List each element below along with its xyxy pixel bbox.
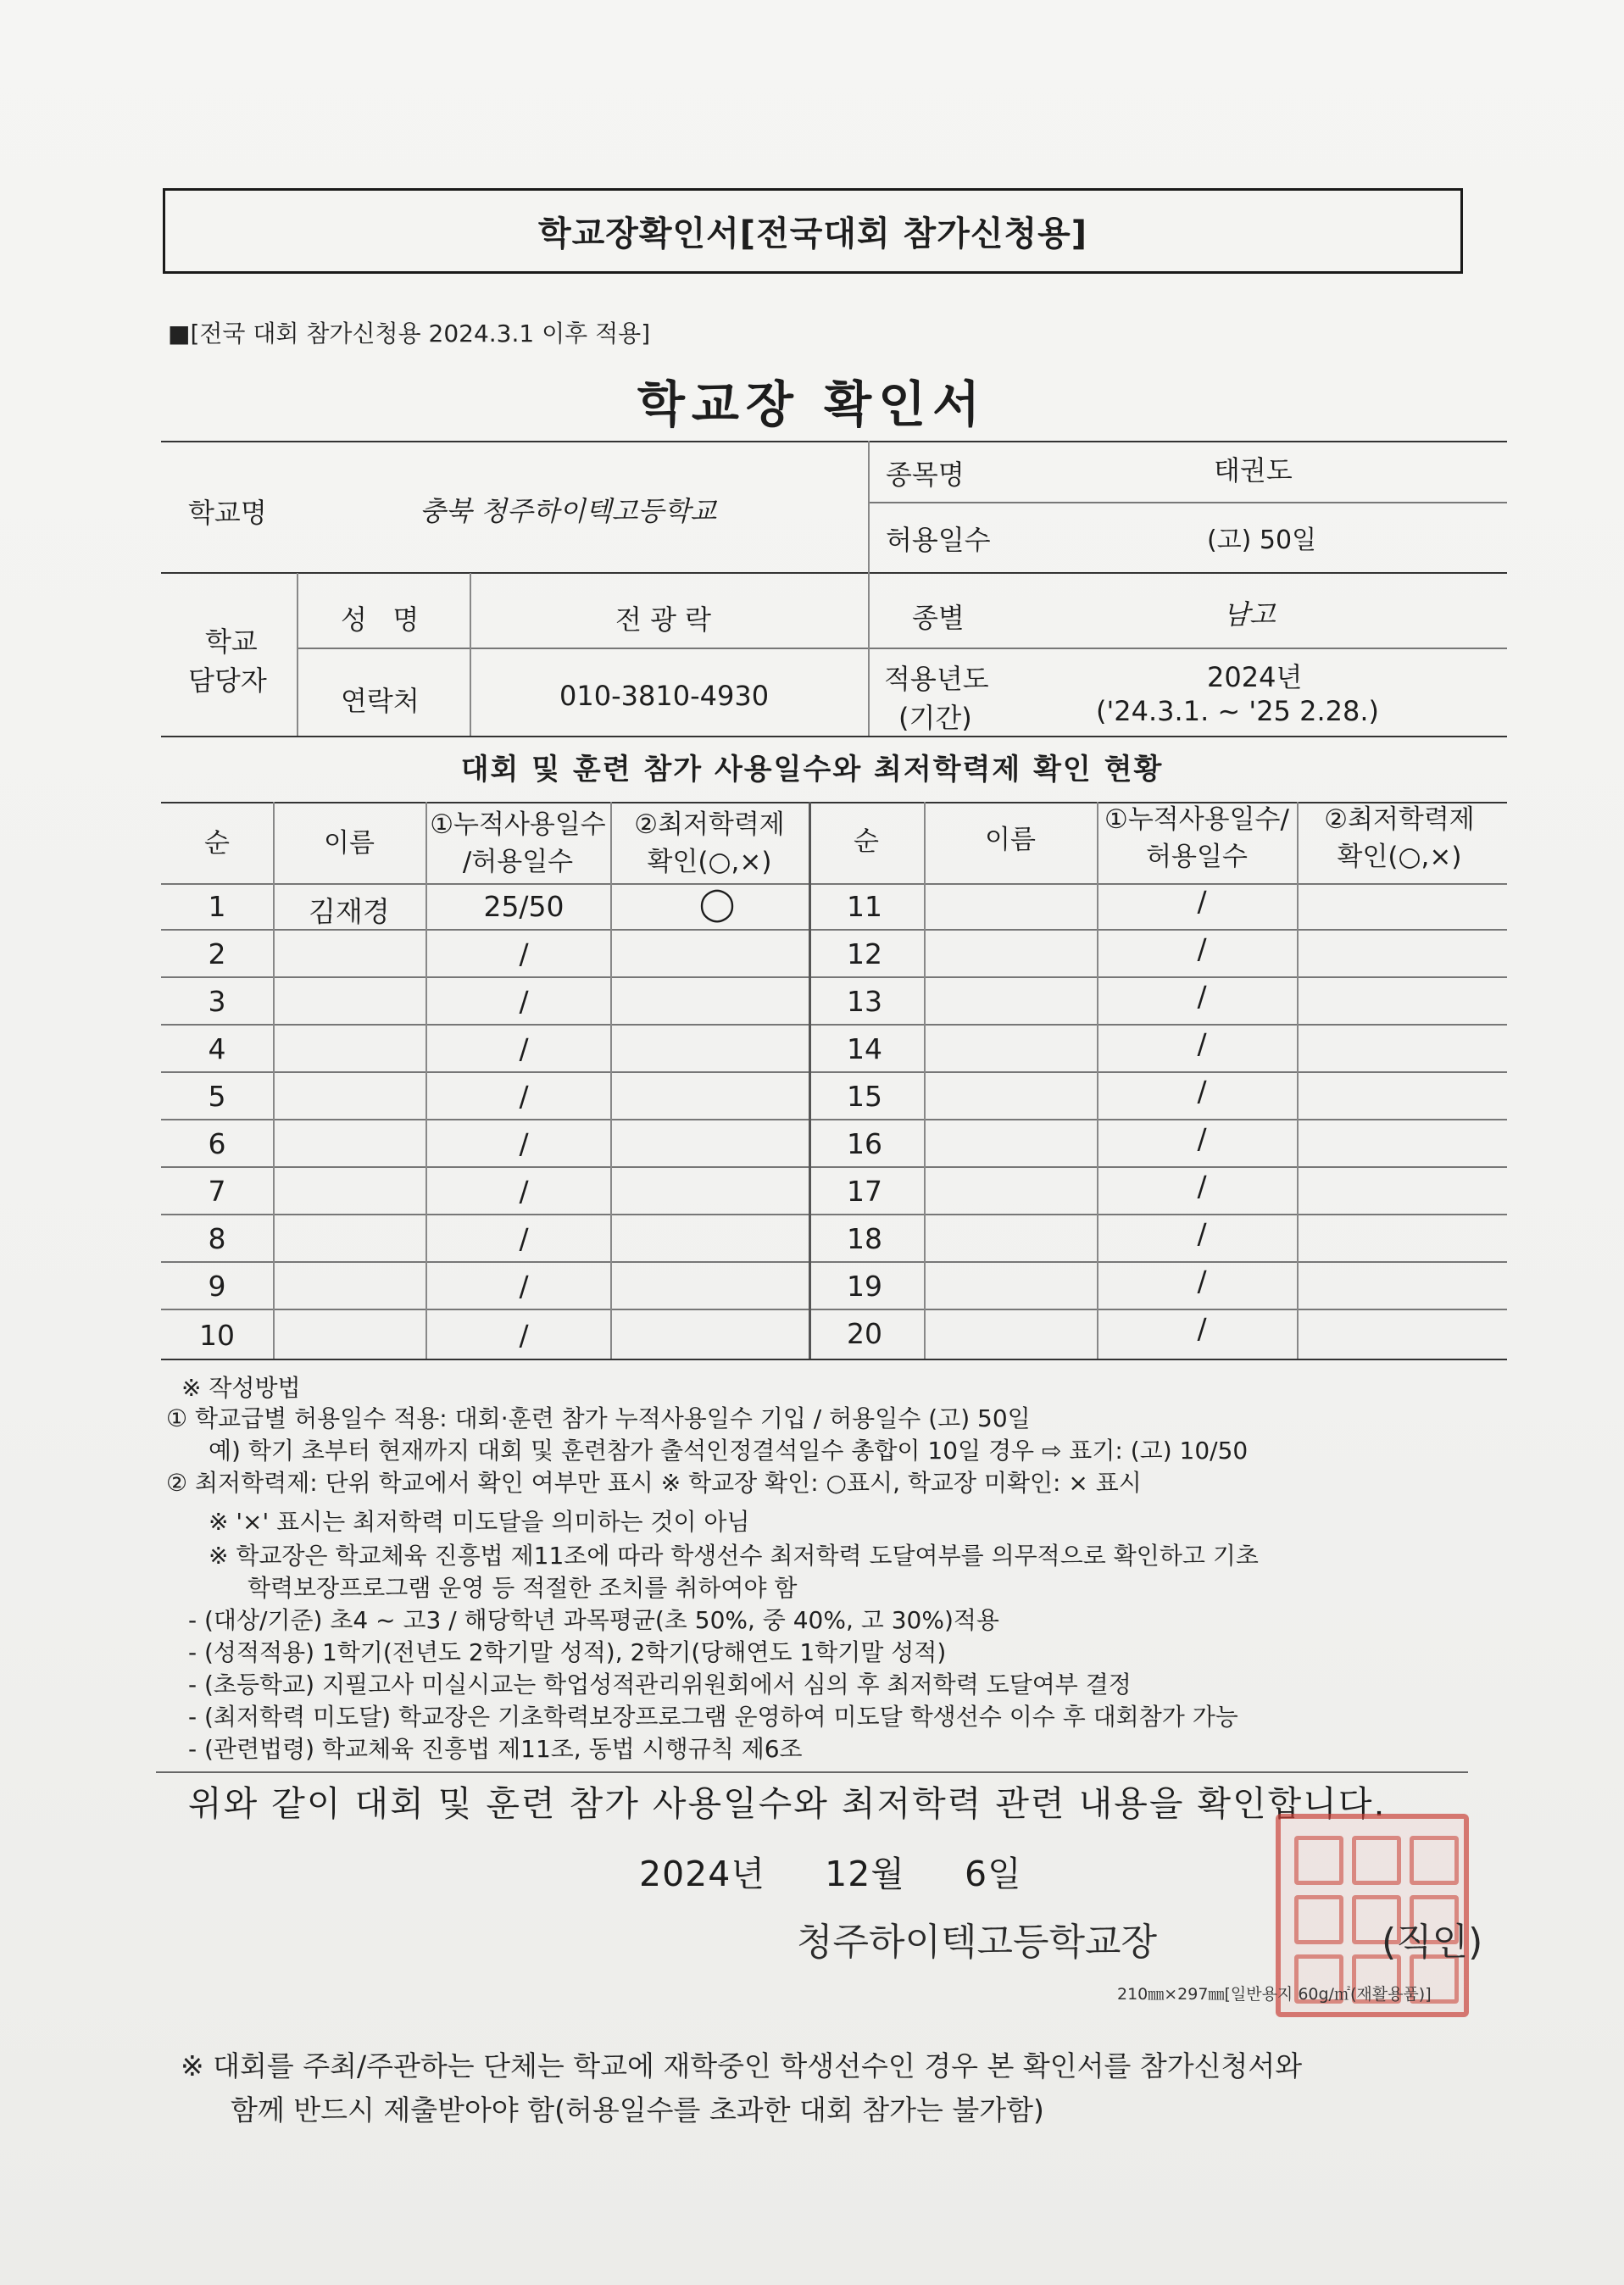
name-value: 전 광 락 <box>615 603 712 636</box>
table-col-divider <box>1297 802 1299 1359</box>
row-days: / <box>1197 1312 1207 1345</box>
row-days: / <box>519 1222 529 1255</box>
row-days: / <box>1197 1170 1207 1203</box>
table-center-divider <box>809 802 811 1359</box>
col-header-name: 이름 <box>324 828 375 859</box>
info-divider <box>868 441 870 736</box>
table-row-rule <box>161 1309 1507 1310</box>
footer-note-2: 함께 반드시 제출받아야 함(허용일수를 초과한 대회 참가는 불가함) <box>231 2093 1044 2127</box>
instruction-item-2: ② 최저학력제: 단위 학교에서 확인 여부만 표시 ※ 학교장 확인: ○표시, 학교장 미확인: × 표시 <box>166 1469 1142 1497</box>
seal-glyph <box>1294 1895 1343 1944</box>
year-label-2: (기간) <box>898 702 972 734</box>
seal-label: (직인) <box>1382 1921 1483 1964</box>
section-title: 대회 및 훈련 참가 사용일수와 최저학력제 확인 현황 <box>460 753 1164 787</box>
row-days: / <box>1197 1075 1207 1108</box>
row-days: / <box>1197 1027 1207 1060</box>
table-col-divider <box>273 802 275 1359</box>
row-days: / <box>519 937 529 970</box>
info-bottom-rule <box>161 736 1507 737</box>
row-days: / <box>519 1032 529 1065</box>
col-header-no-right: 순 <box>854 826 879 857</box>
row-days: / <box>1197 1122 1207 1155</box>
seal-glyph <box>1410 1836 1459 1885</box>
table-header-rule <box>161 883 1507 885</box>
col-header-check-1: ②최저학력제 <box>634 809 785 840</box>
info-rule <box>868 502 1507 503</box>
row-no: 9 <box>208 1270 226 1303</box>
document-title: 학교장 확인서 <box>637 375 987 433</box>
row-no: 12 <box>847 937 882 970</box>
instruction-note-2a: ※ 학교장은 학교체육 진흥법 제11조에 따라 학생선수 최저학력 도달여부를 의무적으로 확인하고 기초 <box>209 1542 1259 1570</box>
row-no: 1 <box>208 890 226 923</box>
info-divider <box>470 573 471 736</box>
instruction-dash-3: - (초등학교) 지필고사 미실시교는 학업성적관리위원회에서 심의 후 최저학력 도달여부 결정 <box>188 1671 1132 1698</box>
col-header-check-2: 확인(○,×) <box>647 847 772 877</box>
row-days: / <box>1197 980 1207 1013</box>
gender-label: 종별 <box>912 602 965 634</box>
year-label-1: 적용년도 <box>884 663 989 695</box>
table-row-rule <box>161 1024 1507 1026</box>
row-no: 2 <box>208 937 226 970</box>
table-top-rule <box>161 802 1507 803</box>
col-header-no: 순 <box>204 828 230 859</box>
row-no: 13 <box>847 985 882 1018</box>
row-days: / <box>519 1270 529 1303</box>
contact-label: 연락처 <box>341 685 420 717</box>
form-title-box: 학교장확인서[전국대회 참가신청용] <box>163 188 1463 274</box>
row-no: 3 <box>208 985 226 1018</box>
col-header-days-right-1: ①누적사용일수/ <box>1104 804 1289 835</box>
row-no: 16 <box>847 1127 882 1160</box>
row-no: 14 <box>847 1032 882 1065</box>
row-no: 10 <box>199 1319 235 1352</box>
row-name: 김재경 <box>309 895 390 928</box>
seal-glyph <box>1352 1836 1401 1885</box>
row-days: / <box>519 1127 529 1160</box>
row-days: / <box>519 985 529 1018</box>
row-days: / <box>519 1175 529 1208</box>
info-divider <box>297 573 298 736</box>
manager-label-1: 학교 <box>205 625 258 658</box>
row-no: 7 <box>208 1175 226 1208</box>
col-header-days-right-2: 허용일수 <box>1146 842 1248 872</box>
table-col-divider <box>425 802 427 1359</box>
row-no: 6 <box>208 1127 226 1160</box>
row-no: 11 <box>847 890 882 923</box>
instruction-note-2b: 학력보장프로그램 운영 등 적절한 조치를 취하여야 함 <box>247 1574 798 1602</box>
info-rule <box>297 648 1507 649</box>
row-no: 15 <box>847 1080 882 1113</box>
row-days: / <box>519 1319 529 1352</box>
table-row-rule <box>161 1119 1507 1120</box>
table-row-rule <box>161 1214 1507 1215</box>
col-header-days-2: /허용일수 <box>462 847 574 877</box>
info-top-rule <box>161 441 1507 442</box>
contact-value: 010-3810-4930 <box>559 680 770 712</box>
scope-note: ■[전국 대회 참가신청용 2024.3.1 이후 적용] <box>168 320 651 347</box>
row-check: ◯ <box>698 885 736 922</box>
table-col-divider <box>924 802 926 1359</box>
table-row-rule <box>161 1261 1507 1263</box>
seal-glyph <box>1294 1836 1343 1885</box>
allowed-days-label: 허용일수 <box>886 524 991 556</box>
manager-label-2: 담당자 <box>188 664 267 697</box>
row-days: / <box>1197 1217 1207 1250</box>
table-col-divider <box>1097 802 1098 1359</box>
row-days: / <box>519 1080 529 1113</box>
gender-value: 남고 <box>1223 598 1276 631</box>
row-no: 5 <box>208 1080 226 1113</box>
table-row-rule <box>161 1071 1507 1073</box>
table-col-divider <box>610 802 612 1359</box>
principal-name: 청주하이텍고등학교장 <box>797 1921 1158 1964</box>
row-no: 18 <box>847 1222 882 1255</box>
row-days: / <box>1197 932 1207 965</box>
info-rule <box>161 572 1507 574</box>
instructions-heading: ※ 작성방법 <box>181 1374 301 1402</box>
row-days: / <box>1197 885 1207 918</box>
allowed-days-value: (고) 50일 <box>1207 525 1317 555</box>
row-no: 4 <box>208 1032 226 1065</box>
table-row-rule <box>161 976 1507 978</box>
confirmation-rule <box>156 1771 1468 1773</box>
table-bottom-rule <box>161 1359 1507 1360</box>
sport-value: 태권도 <box>1214 454 1293 486</box>
row-days: / <box>1197 1265 1207 1298</box>
instruction-dash-4: - (최저학력 미도달) 학교장은 기초학력보장프로그램 운영하여 미도달 학생선수 이수 후 대회참가 가능 <box>188 1703 1238 1731</box>
name-label: 성 명 <box>341 603 420 636</box>
col-header-days-1: ①누적사용일수 <box>430 809 606 840</box>
col-header-check-right-2: 확인(○,×) <box>1337 842 1462 872</box>
instruction-dash-1: - (대상/기준) 초4 ~ 고3 / 해당학년 과목평균(초 50%, 중 40%, 고 30%)적용 <box>188 1606 999 1634</box>
row-no: 20 <box>847 1317 882 1350</box>
row-no: 19 <box>847 1270 882 1303</box>
col-header-name-right: 이름 <box>985 825 1036 855</box>
instruction-dash-5: - (관련법령) 학교체육 진흥법 제11조, 동법 시행규칙 제6조 <box>188 1735 803 1763</box>
row-days: 25/50 <box>483 890 565 923</box>
instruction-item-1-example: 예) 학기 초부터 현재까지 대회 및 훈련참가 출석인정결석일수 총합이 10일 경우 ⇨ 표기: (고) 10/50 <box>209 1437 1249 1465</box>
school-label: 학교명 <box>188 497 267 529</box>
instruction-item-1: ① 학교급별 허용일수 적용: 대회·훈련 참가 누적사용일수 기입 / 허용일수 (고) 50일 <box>166 1404 1031 1432</box>
instruction-dash-2: - (성적적용) 1학기(전년도 2학기말 성적), 2학기(당해연도 1학기말 성적) <box>188 1638 947 1666</box>
year-value-2: ('24.3.1. ~ '25 2.28.) <box>1096 695 1379 727</box>
confirmation-statement: 위와 같이 대회 및 훈련 참가 사용일수와 최저학력 관련 내용을 확인합니다. <box>188 1783 1387 1824</box>
sport-label: 종목명 <box>886 459 965 491</box>
footer-note-1: ※ 대회를 주최/주관하는 단체는 학교에 재학중인 학생선수인 경우 본 확인서를 참가신청서와 <box>181 2049 1303 2082</box>
paper-spec: 210㎜×297㎜[일반용지 60g/㎡(재활용품)] <box>1117 1985 1432 2004</box>
row-no: 8 <box>208 1222 226 1255</box>
col-header-check-right-1: ②최저학력제 <box>1324 804 1475 835</box>
instruction-note-1: ※ '×' 표시는 최저학력 미도달을 의미하는 것이 아님 <box>209 1508 750 1536</box>
school-value: 충북 청주하이텍고등학교 <box>420 495 717 527</box>
year-value-1: 2024년 <box>1207 661 1303 693</box>
confirmation-date: 2024년 12월 6일 <box>639 1854 1022 1894</box>
table-row-rule <box>161 1166 1507 1168</box>
row-no: 17 <box>847 1175 882 1208</box>
